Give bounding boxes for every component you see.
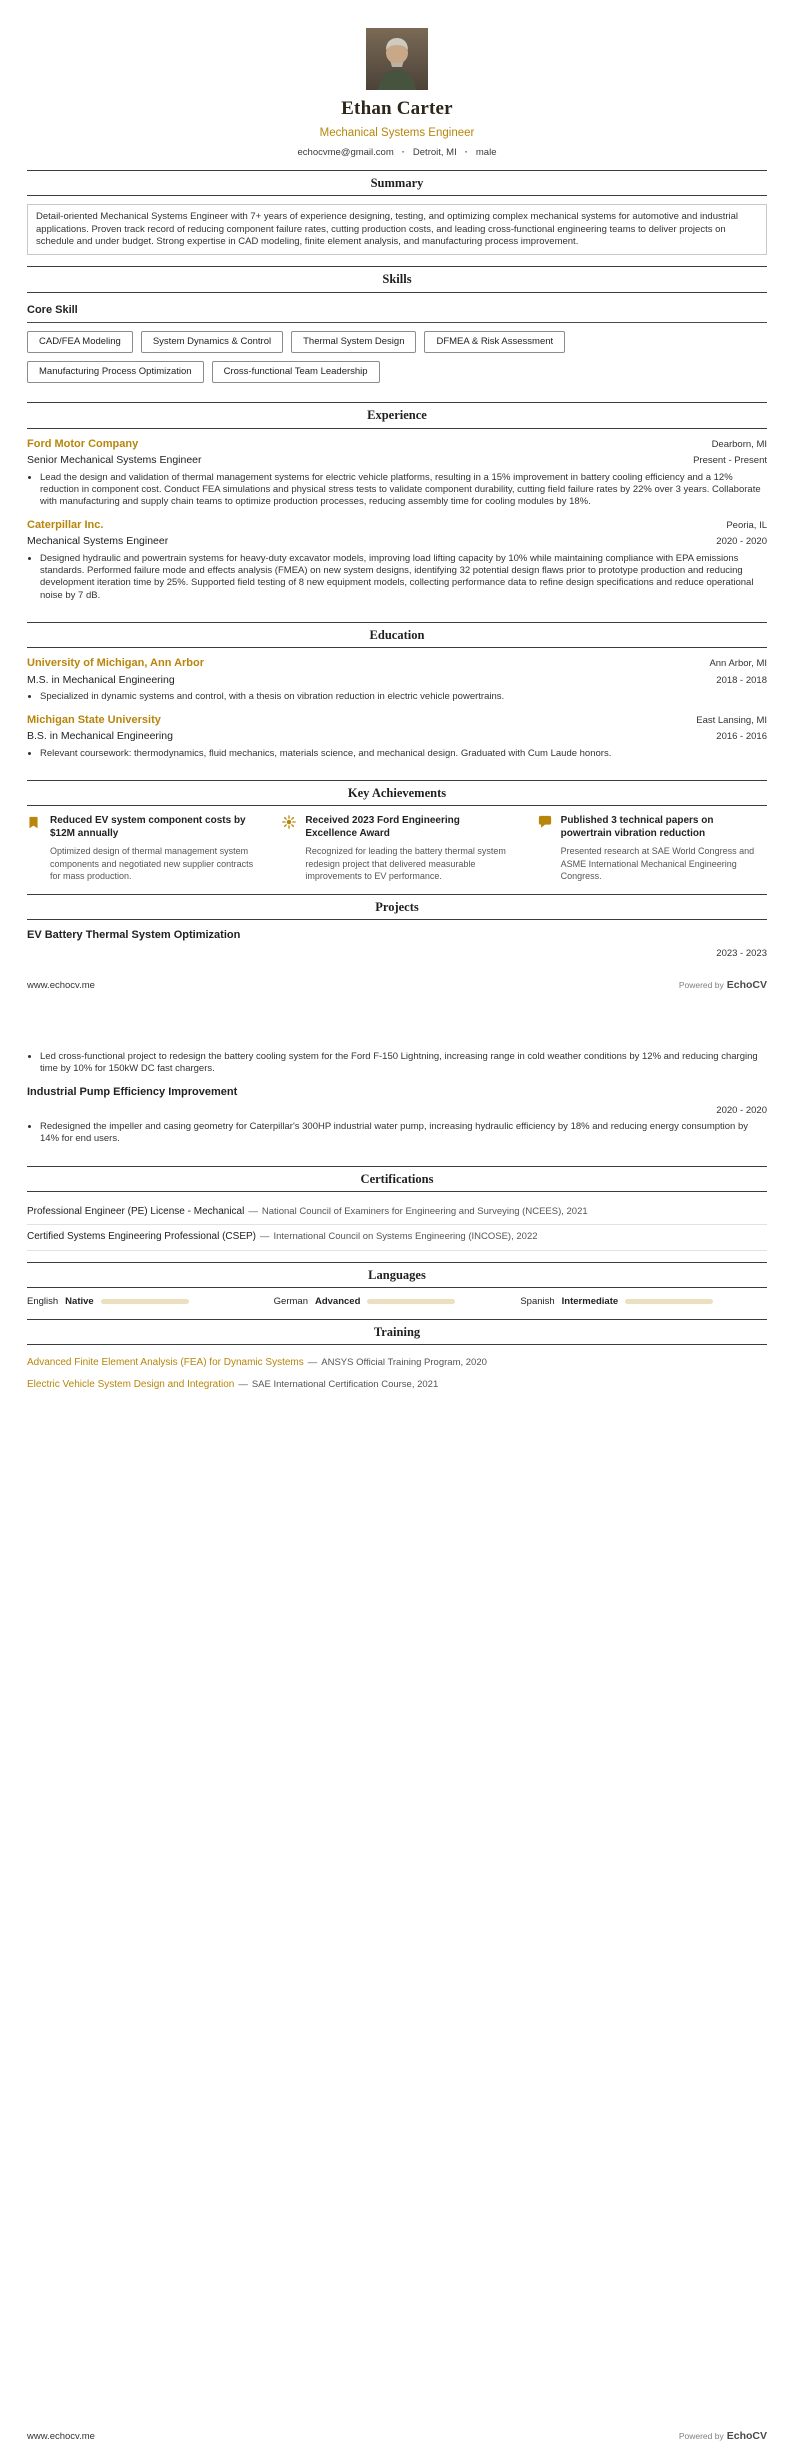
certification-item: [27, 1225, 767, 1250]
achievement-item: [27, 814, 256, 883]
language-name: English: [27, 1295, 59, 1307]
section-heading-summary: Summary: [27, 170, 767, 196]
project-bullet: • Redesigned the impeller and casing geometry for Caterpillar's 300HP industrial water pump, increasing hydraulic efficiency by 18% and reducing energy consumption by 14% for end users.: [40, 1121, 767, 1146]
training-issuer: ANSYS Official Training Program, 2020: [321, 1357, 487, 1369]
degree: M.S. in Mechanical Engineering: [27, 673, 175, 686]
separator: —: [238, 1378, 248, 1390]
language-level: Advanced: [314, 1295, 361, 1307]
section-heading-languages: Languages: [27, 1262, 767, 1288]
project-bullets: [40, 1051, 767, 1076]
school-location: East Lansing, MI: [696, 714, 767, 726]
language-item: [27, 1296, 274, 1308]
language-item: [274, 1296, 521, 1308]
summary-box: [27, 204, 767, 255]
school-name: University of Michigan, Ann Arbor: [27, 657, 205, 670]
achievement-title: Reduced EV system component costs by $12M annually: [50, 815, 246, 840]
achievement-title: Received 2023 Ford Engineering Excellence Award: [305, 815, 460, 840]
language-name: Spanish: [520, 1295, 555, 1307]
comment-icon: [538, 815, 553, 829]
job-role: Senior Mechanical Systems Engineer: [27, 454, 202, 467]
project-entry: [27, 1085, 767, 1145]
section-projects-continued: [27, 1047, 767, 1155]
skill-chip: System Dynamics & Control: [141, 331, 283, 353]
language-proficiency-bar: [101, 1299, 189, 1304]
contact-location: · Detroit, MI: [394, 147, 457, 158]
job-role: Mechanical Systems Engineer: [27, 535, 169, 548]
certification-item: [27, 1200, 767, 1225]
education-entry: [27, 656, 767, 703]
skill-chip: Manufacturing Process Optimization: [27, 361, 204, 383]
section-experience: [27, 391, 767, 611]
section-certifications: [27, 1155, 767, 1251]
school-name: Michigan State University: [27, 713, 161, 726]
project-dates: 2023 - 2023: [716, 947, 767, 959]
profile-photo: [366, 28, 428, 90]
person-title: Mechanical Systems Engineer: [319, 126, 475, 139]
skill-chip: DFMEA & Risk Assessment: [424, 331, 565, 353]
separator: —: [259, 1231, 270, 1243]
school-location: Ann Arbor, MI: [709, 658, 767, 670]
profile-photo-image: [366, 28, 428, 90]
project-name: EV Battery Thermal System Optimization: [27, 929, 241, 942]
skills-group-label: Core Skill: [27, 301, 767, 323]
certification-name: Certified Systems Engineering Professional (CSEP): [27, 1231, 256, 1243]
job-bullets: [40, 553, 767, 602]
language-proficiency-bar: [625, 1299, 713, 1304]
section-summary: [27, 159, 767, 255]
person-name: Ethan Carter: [341, 98, 453, 119]
footer-powered-by: [679, 979, 767, 993]
section-projects: [27, 883, 767, 969]
project-bullet: • Led cross-functional project to redesign the battery cooling system for the Ford F-150 Lightning, increasing range in cold weather conditions by 12% and reducing charging time by 10% for 150kW DC fast chargers.: [40, 1051, 767, 1076]
education-dates: 2018 - 2018: [716, 674, 767, 686]
company-name: Caterpillar Inc.: [27, 518, 104, 531]
education-bullet: • Relevant coursework: thermodynamics, fluid mechanics, materials science, and mechanical design. Graduated with Cum Laude honors.: [40, 748, 767, 760]
contact-line: [27, 147, 767, 159]
skill-chip: Cross-functional Team Leadership: [212, 361, 380, 383]
resume-page-1: [0, 0, 794, 1005]
job-dates: Present - Present: [693, 455, 767, 467]
skill-chip: Thermal System Design: [291, 331, 416, 353]
footer-site-link[interactable]: www.echocv.me: [27, 2430, 95, 2442]
section-skills: [27, 255, 767, 391]
training-issuer: SAE International Certification Course, 2021: [251, 1378, 439, 1390]
skill-chip-row: [27, 331, 767, 353]
achievements-grid: [27, 814, 767, 883]
footer-site-link[interactable]: www.echocv.me: [27, 979, 95, 991]
skill-chip: CAD/FEA Modeling: [27, 331, 133, 353]
project-entry: [27, 928, 767, 960]
languages-grid: [27, 1296, 767, 1308]
education-bullet: • Specialized in dynamic systems and control, with a thesis on vibration reduction in electric vehicle powertrains.: [40, 691, 767, 703]
training-course-name: Electric Vehicle System Design and Integration: [27, 1378, 235, 1390]
separator: —: [248, 1205, 258, 1217]
certification-issuer: National Council of Examiners for Engineering and Surveying (NCEES), 2021: [261, 1205, 588, 1217]
achievement-title: Published 3 technical papers on powertrain vibration reduction: [560, 815, 714, 840]
job-bullets: [40, 472, 767, 509]
project-bullets: [40, 1121, 767, 1146]
contact-email[interactable]: echocvme@gmail.com: [297, 146, 394, 158]
bookmark-icon: [27, 815, 42, 830]
page-footer: [27, 2420, 767, 2456]
experience-entry: [27, 437, 767, 509]
achievement-item: [538, 814, 767, 883]
achievement-text: Recognized for leading the battery thermal system redesign project that delivered measurable improvements to EV performance.: [305, 846, 506, 882]
section-heading-education: Education: [27, 622, 767, 648]
language-name: German: [273, 1295, 308, 1307]
section-heading-projects: Projects: [27, 894, 767, 920]
skill-chip-row: [27, 361, 767, 383]
separator: —: [307, 1357, 318, 1369]
brand-name: EchoCV: [726, 978, 767, 991]
powered-by-label: Powered by: [678, 979, 724, 990]
contact-gender: · male: [457, 147, 497, 158]
section-key-achievements: [27, 769, 767, 883]
footer-powered-by: [679, 2430, 767, 2444]
achievement-text: Presented research at SAE World Congress and ASME International Mechanical Engineering Congress.: [560, 846, 755, 882]
section-heading-key-achievements: Key Achievements: [27, 780, 767, 806]
degree: B.S. in Mechanical Engineering: [27, 730, 173, 743]
summary-text: Detail-oriented Mechanical Systems Engineer with 7+ years of experience designing, testing, and optimizing complex mechanical systems for automotive and industrial applications. Proven track record of reducing component failure rates, cutting production costs, and leading cross-functional engineering teams to deliver projects on schedule and under budget. Strong expertise in CAD modeling, finite element analysis, and manufacturing process improvement.: [36, 211, 739, 247]
job-bullet: • Designed hydraulic and powertrain systems for heavy-duty excavator models, improving load lifting capacity by 10% while maintaining compliance with EPA emissions standards. Performed failure mode and effects analysis (FMEA) on new system designs, identifying 32 potential design flaws prior to prototype production and reducing development iteration time by 25%. Supported field testing of 8 new equipment models, collecting performance data to refine design specifications and reduce operational noise by 7 dB.: [40, 553, 767, 602]
achievement-text: Optimized design of thermal management system components and negotiated new supplier contracts for mass production.: [50, 846, 254, 882]
training-course-name: Advanced Finite Element Analysis (FEA) for Dynamic Systems: [27, 1357, 304, 1369]
job-dates: 2020 - 2020: [716, 536, 767, 548]
section-heading-training: Training: [27, 1319, 767, 1345]
company-name: Ford Motor Company: [27, 437, 139, 450]
education-entry: [27, 713, 767, 760]
section-languages: [27, 1251, 767, 1309]
job-bullet: • Lead the design and validation of thermal management systems for electric vehicle platforms, resulting in a 15% improvement in battery cooling efficiency and a 12% reduction in component cost. Conduct FEA simulations and physical stress tests to validate component durability, cutting field failure rates by 22% over 3 years. Collaborate with manufacturing and supply chain teams to optimize production processes, reducing assembly time for cooling modules by 18%.: [40, 472, 767, 509]
education-dates: 2016 - 2016: [716, 731, 767, 743]
education-bullets: [40, 691, 767, 703]
project-name: Industrial Pump Efficiency Improvement: [27, 1086, 238, 1099]
training-item: [27, 1353, 767, 1374]
experience-entry: [27, 518, 767, 602]
achievement-item: [282, 814, 511, 883]
brand-name: EchoCV: [726, 2429, 767, 2442]
language-item: [520, 1296, 767, 1308]
education-bullets: [40, 748, 767, 760]
language-level: Intermediate: [561, 1295, 619, 1307]
project-dates: 2020 - 2020: [716, 1104, 767, 1116]
certification-issuer: International Council on Systems Engineering (INCOSE), 2022: [273, 1231, 538, 1243]
section-education: [27, 611, 767, 769]
section-training: [27, 1308, 767, 1396]
language-level: Native: [65, 1295, 94, 1307]
page-footer: [27, 969, 767, 1005]
company-location: Peoria, IL: [726, 519, 767, 531]
section-heading-experience: Experience: [27, 402, 767, 428]
powered-by-label: Powered by: [678, 2430, 724, 2441]
language-proficiency-bar: [367, 1299, 455, 1304]
resume-page-2: [0, 1043, 794, 2456]
section-heading-certifications: Certifications: [27, 1166, 767, 1192]
company-location: Dearborn, MI: [711, 438, 767, 450]
section-heading-skills: Skills: [27, 266, 767, 292]
certification-name: Professional Engineer (PE) License - Mechanical: [27, 1205, 245, 1217]
sun-icon: [282, 815, 297, 829]
training-item: [27, 1375, 767, 1396]
